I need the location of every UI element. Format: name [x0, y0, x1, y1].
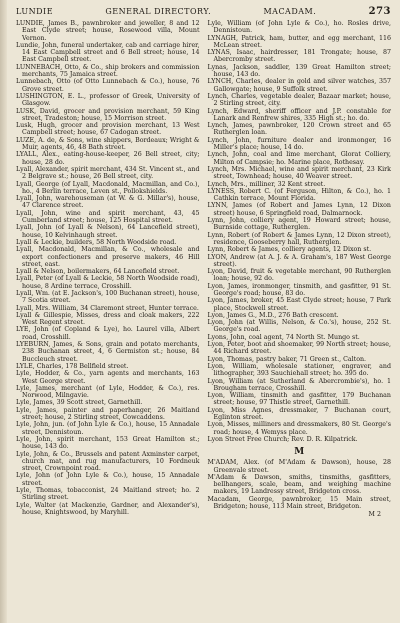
directory-entry: LUZE, A. de, & Sons, wine shippers, Bordeaux; Wright & Muir, agents, 46, 48 Bath street.	[16, 136, 200, 152]
directory-entry: LYNCH, Charles, dealer in gold and silver watches, 357 Gallowgate; house, 9 Suffolk street.	[207, 78, 391, 93]
directory-entry: Lyon, James G., M.D., 276 Bath crescent.	[207, 311, 339, 319]
directory-entry: Lyle, James, merchant (of Lyle, Hodder, & Co.), res. Norwood, Milngavie.	[16, 384, 200, 400]
directory-entry: Lyall, John (of Lyall & Nelson), 64 Lancefield street), house, 10 Kelvinhaugh street.	[16, 224, 200, 239]
directory-entry: Lyon, Miss Agnes, dressmaker, 7 Buchanan court, Eglinton street.	[207, 406, 391, 422]
directory-entry: Lyon, David, fruit & vegetable merchant, 90 Rutherglen loan; house, 92 do.	[207, 268, 391, 283]
directory-entry: Lyall, Wm. (at E. Jackson's, 100 Buchanan street), house, 7 Scotia street.	[16, 289, 200, 305]
section-entries	[208, 459, 392, 510]
directory-entry: Lyon Street Free Church; Rev. D. R. Kilpatrick.	[207, 435, 358, 443]
directory-entry: Lynch, John, coal and lime merchant, Glorat Colliery, Milton of Campsie; ho. Marine place, Rothesay.	[207, 151, 391, 166]
right-column-entries	[208, 20, 392, 443]
directory-entry: Lyall, Mrs. William, 34 Claremont street, Hunter terrace.	[16, 304, 199, 312]
page-number: 273	[368, 6, 391, 17]
directory-entry: Lyle, John, spirit merchant, 153 Great Hamilton st.; house, 143 do.	[16, 435, 200, 451]
directory-entry: Lyon, Thomas, pastry baker, 71 Green st., Calton.	[207, 355, 367, 363]
section-letter: M	[294, 447, 305, 458]
directory-entry: LUNDIE, James B., pawnbroker and jeweller, 8 and 12 East Clyde street; house, Rosewood villa, Mount Vernon.	[16, 20, 200, 42]
header-center: GENERAL DIRECTORY.	[105, 7, 212, 16]
directory-entry: LYEBURN, James, & Sons, grain and potato merchants, 238 Buchanan street, 4, 6 Germiston st.; house, 84 Buccleuch street.	[16, 341, 200, 363]
left-column	[16, 20, 200, 518]
directory-entry: Lyall, John, warehouseman (at W. & G. Millar's), house, 47 Clarence street.	[16, 195, 200, 210]
directory-entry: LYON, Andrew (at A. J. & A. Graham's, 187 West George street).	[207, 253, 391, 268]
directory-entry: LYNAS, Isaac, hairdresser, 181 Trongate; house, 87 Abercromby street.	[207, 49, 391, 64]
right-column	[208, 20, 392, 518]
directory-entry: Macadam, George, pawnbroker, 15 Main street, Bridgeton; house, 113 Main street, Bridgeton.	[207, 495, 391, 510]
directory-entry: Lyons, John, coal agent, 74 North St. Mungo st.	[207, 333, 360, 341]
directory-entry: LYNESS, Robert C. (of Ferguson, Hilton, & Co.), ho. 1 Cathkin terrace, Mount Florida.	[207, 187, 391, 203]
running-header	[10, 6, 391, 18]
directory-entry: Lyle, William (of John Lyle & Co.), ho. Rosles drive, Dennistoun.	[207, 20, 391, 35]
directory-entry: LYALL, Alex., eating-house-keeper, 26 Bell street, city; house, 28 do.	[16, 151, 200, 166]
directory-entry: LYNN, James (of Robert and James Lynn, 12 Dixon street) house, 6 Springfield road, Dalmarnock.	[207, 202, 391, 217]
directory-entry: Lynn, Robert & James, colliery agents, 12 Dixon st.	[207, 246, 372, 254]
directory-entry: Lyle, John, & Co., Brussels and patent Axminster carpet, church mat, and rug manufacturers, 10 Fordneuk street, Crownpoint road.	[16, 450, 200, 473]
directory-entry: LUNNEBACH, Otto, & Co., ship brokers and commission merchants, 75 Jamaica street.	[16, 63, 200, 79]
directory-entry: Lyle, Thomas, tobacconist, 24 Maitland street; ho. 2 Stirling street.	[16, 487, 200, 502]
directory-entry: M'Adam & Dawson, smiths, tinsmiths, gasfitters, bellhangers, scale, beam, and weighing machine makers, 19 Landressy street, Bridgeton cross.	[207, 473, 391, 496]
directory-entry: Lyon, James, ironmonger, tinsmith, and gasfitter, 91 St. George's road; house, 83 do.	[207, 282, 391, 297]
directory-entry: Lyall & Nelson, boilermakers, 64 Lancefield street.	[16, 268, 180, 276]
directory-entry: Lyall, Peter (of Lyall & Leckie, 58 North Woodside road), house, 8 Ardine terrace, Crosshill.	[16, 275, 200, 290]
directory-entry: LYNAGH, Patrick, ham, butter, and egg merchant, 116 McLean street.	[207, 34, 391, 49]
directory-entry: Lunnebach, Otto (of Otto Lunnebach & Co.), house, 76 Grove street.	[16, 78, 200, 93]
directory-entry: Lynch, Mrs. Michael, wine and spirit merchant, 23 Kirk street, Townhead; house, 40 Weaver street.	[207, 165, 391, 181]
directory-entry: Lyall & Gillespie, Misses, dress and cloak makers, 222 West Regent street.	[16, 311, 200, 327]
directory-entry: Lynch, Edward, sheriff officer and J.P. constable for Lanark and Renfrew shires, 335 High st.; ho. do.	[207, 107, 391, 122]
directory-entry: M'ADAM, Alex. (of M'Adam & Dawson), house, 28 Greenvale street.	[207, 459, 391, 474]
directory-entry: Lyon, William (at Sutherland & Abercrombie's), ho. 1 Brougham terrace, Crosshill.	[207, 377, 391, 392]
directory-entry: Lyle, John (of John Lyle & Co.), house, 15 Annadale street.	[16, 472, 200, 487]
directory-entry: LUSHINGTON, E. L., professor of Greek, University of Glasgow.	[16, 92, 200, 108]
directory-entry: Lynch, Charles, vegetable dealer, Bazaar market; house, 2 Stirling street, city.	[207, 92, 391, 108]
directory-entry: LUSK, David, grocer and provision merchant, 59 King street, Tradeston; house, 15 Morrison street.	[16, 107, 200, 122]
header-left: LUNDIE	[16, 7, 54, 16]
directory-entry: Lyle, John, jun. (of John Lyle & Co.), house, 15 Annadale street, Dennistoun.	[16, 421, 200, 436]
directory-entry: Lyon, Misses, milliners and dressmakers, 80 St. George's road; house, 4 Wemyss place.	[207, 421, 391, 436]
directory-entry: Lynn, John, colliery agent, 19 Howard street; house, Burnside cottage, Rutherglen.	[207, 217, 391, 232]
directory-entry: LYE, John (of Copland & Lye), ho. Laurel villa, Albert road, Crosshill.	[16, 326, 200, 341]
columns	[10, 20, 391, 518]
directory-entry: Lynch, Mrs., milliner, 32 Kent street.	[207, 180, 326, 188]
page-signature: M 2	[368, 511, 381, 519]
directory-entry: Lyall, George (of Lyall, Macdonald, Macmillan, and Co.), ho., 4 Berlin terrace, Leven st., Pollokshields.	[16, 180, 200, 195]
directory-entry: LYLE, Charles, 178 Bellfield street.	[16, 362, 129, 370]
directory-entry: Lusk, Hugh, grocer and provision merchant, 13 West Campbell street; house, 67 Cadogan street.	[16, 122, 200, 137]
directory-entry: Lynn, Robert (of Robert & James Lynn, 12 Dixon street), residence, Gooseberry hall, Rutherglen.	[207, 231, 391, 246]
directory-entry: Lyle, James, 39 Scott street, Garnethill.	[16, 399, 143, 407]
directory-entry: Lyon, James, broker, 45 East Clyde street; house, 7 Park place, Stockwell street.	[207, 297, 391, 312]
header-right: MACADAM.	[263, 7, 317, 16]
directory-entry: Lyle, James, painter and paperhanger, 26 Maitland street; house, 2 Stirling street, Cowcaddens.	[16, 406, 200, 422]
directory-entry: Lynch, John, furniture dealer and ironmonger, 16 Miller's place; house, 14 do.	[207, 136, 391, 152]
directory-entry: Lyall, John, wine and spirit merchant, 43, 45 Cumberland street; house, 125 Hospital street.	[16, 209, 200, 225]
directory-entry: Lyon, John (at Willis, Nelson, & Co.'s), house, 252 St. George's road.	[207, 319, 391, 334]
directory-entry: Lyon, Peter, boot and shoemaker, 99 North street; house, 44 Richard street.	[207, 341, 391, 356]
directory-entry: Lyon, William, wholesale stationer, engraver, and lithographer, 393 Sauchiehall street; ho. 395 do.	[207, 362, 391, 378]
directory-entry: Lyle, Hodder, & Co., yarn agents and merchants, 163 West George street.	[16, 370, 200, 385]
directory-entry: Lyall, Macdonald, Macmillan, & Co., wholesale and export confectioners and preserve makers, 46 Hill street, east.	[16, 246, 200, 268]
directory-entry: Lyle, Walter (at Mackenzie, Gardner, and Alexander's), house, Knightswood, by Maryhill.	[16, 501, 200, 516]
directory-entry: Lyall & Leckie, builders, 58 North Woodside road.	[16, 238, 177, 246]
directory-entry: Lundie, John, funeral undertaker, cab and carriage hirer, 14 East Campbell street and 6 Bell street; house, 14 East Campbell street.	[16, 41, 200, 64]
directory-entry: Lyon, William, tinsmith and gasfitter, 179 Buchanan street; house, 97 Thistle street, Garnethill.	[207, 392, 391, 407]
directory-entry: Lyall, Alexander, spirit merchant, 434 St. Vincent st., and 2 Belgrave st.; house, 26 Bell street, city.	[16, 165, 200, 181]
directory-entry: Lynas, Jackson, saddler, 139 Great Hamilton street; house, 143 do.	[207, 63, 391, 79]
directory-entry: Lynch, James, pawnbroker, 120 Crown street and 65 Rutherglen loan.	[207, 122, 391, 137]
